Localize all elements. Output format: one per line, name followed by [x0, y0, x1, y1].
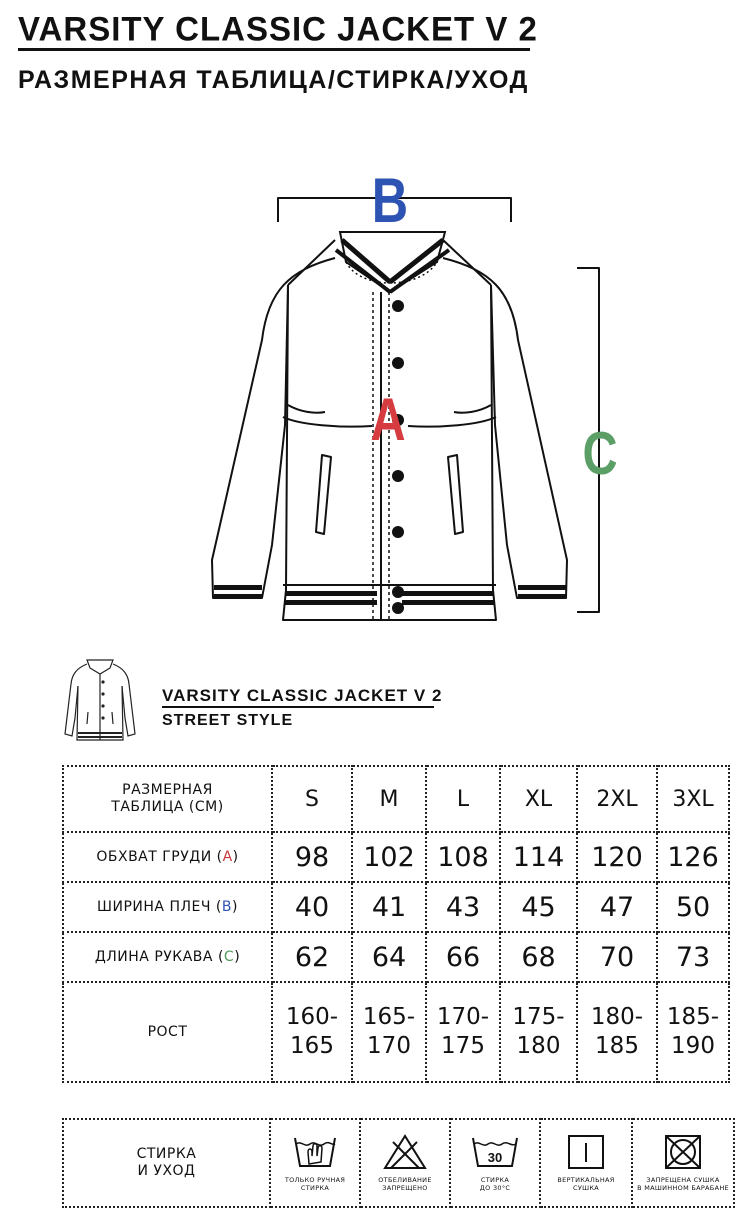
table-cell: 64	[352, 932, 426, 982]
no-tumble-dry-icon	[661, 1134, 705, 1170]
table-cell: 114	[500, 832, 577, 882]
size-header-cell: XL	[500, 766, 577, 832]
table-cell: 175- 180	[500, 982, 577, 1082]
jacket-buttons	[392, 300, 404, 614]
wash-30-icon	[471, 1134, 519, 1170]
measure-a-label: A	[370, 384, 406, 454]
table-cell: 68	[500, 932, 577, 982]
table-cell: 73	[657, 932, 729, 982]
measure-c-label: C	[582, 418, 618, 488]
svg-text:30: 30	[487, 1150, 503, 1165]
table-cell: 170- 175	[426, 982, 500, 1082]
table-cell: 66	[426, 932, 500, 982]
table-row	[63, 832, 729, 882]
page-title: VARSITY CLASSIC JACKET V 2	[18, 9, 538, 48]
row-label-height: РОСТ	[63, 982, 272, 1082]
row-label-sleeve: ДЛИНА РУКАВА (C)	[63, 932, 272, 982]
size-header-cell: S	[272, 766, 352, 832]
table-row	[63, 882, 729, 932]
line-dry-icon	[564, 1134, 608, 1170]
jacket-right-sleeve	[443, 258, 567, 598]
size-header-cell: L	[426, 766, 500, 832]
size-header-cell: 3XL	[657, 766, 729, 832]
care-table	[62, 1118, 735, 1208]
care-item: ТОЛЬКО РУЧНАЯ СТИРКА	[270, 1119, 360, 1207]
table-cell: 47	[577, 882, 657, 932]
jacket-left-sleeve	[212, 258, 335, 598]
care-item: ОТБЕЛИВАНИЕ ЗАПРЕЩЕНО	[360, 1119, 450, 1207]
title-underline	[18, 48, 530, 51]
care-label: СТИРКА И УХОД	[63, 1119, 270, 1207]
size-header-cell: 2XL	[577, 766, 657, 832]
table-cell: 126	[657, 832, 729, 882]
product-name-underline	[162, 706, 434, 708]
hand-wash-icon	[293, 1134, 337, 1170]
no-bleach-icon	[383, 1134, 427, 1170]
table-cell: 41	[352, 882, 426, 932]
table-cell: 50	[657, 882, 729, 932]
page-subtitle: РАЗМЕРНАЯ ТАБЛИЦА/СТИРКА/УХОД	[18, 66, 529, 94]
measure-b-label: B	[371, 165, 409, 237]
table-cell: 120	[577, 832, 657, 882]
product-style: STREET STYLE	[162, 712, 294, 729]
table-cell: 180- 185	[577, 982, 657, 1082]
table-cell: 160- 165	[272, 982, 352, 1082]
table-cell: 165- 170	[352, 982, 426, 1082]
product-name: VARSITY CLASSIC JACKET V 2	[162, 686, 443, 705]
table-cell: 185- 190	[657, 982, 729, 1082]
table-cell: 98	[272, 832, 352, 882]
jacket-thumbnail	[62, 656, 138, 746]
care-item: ЗАПРЕЩЕНА СУШКА В МАШИННОМ БАРАБАНЕ	[632, 1119, 734, 1207]
care-item: ВЕРТИКАЛЬНАЯ СУШКА	[540, 1119, 632, 1207]
table-cell: 70	[577, 932, 657, 982]
table-row	[63, 932, 729, 982]
row-label-shoulders: ШИРИНА ПЛЕЧ (B)	[63, 882, 272, 932]
size-header-label: РАЗМЕРНАЯ ТАБЛИЦА (СМ)	[63, 766, 272, 832]
table-row	[63, 982, 729, 1082]
jacket-collar	[336, 232, 449, 292]
table-cell: 62	[272, 932, 352, 982]
table-cell: 40	[272, 882, 352, 932]
row-label-chest: ОБХВАТ ГРУДИ (A)	[63, 832, 272, 882]
table-cell: 43	[426, 882, 500, 932]
size-table	[62, 765, 730, 1083]
table-cell: 108	[426, 832, 500, 882]
size-header-cell: M	[352, 766, 426, 832]
jacket-diagram	[0, 160, 748, 640]
table-cell: 45	[500, 882, 577, 932]
care-item: 30 СТИРКА ДО 30°C	[450, 1119, 540, 1207]
table-cell: 102	[352, 832, 426, 882]
